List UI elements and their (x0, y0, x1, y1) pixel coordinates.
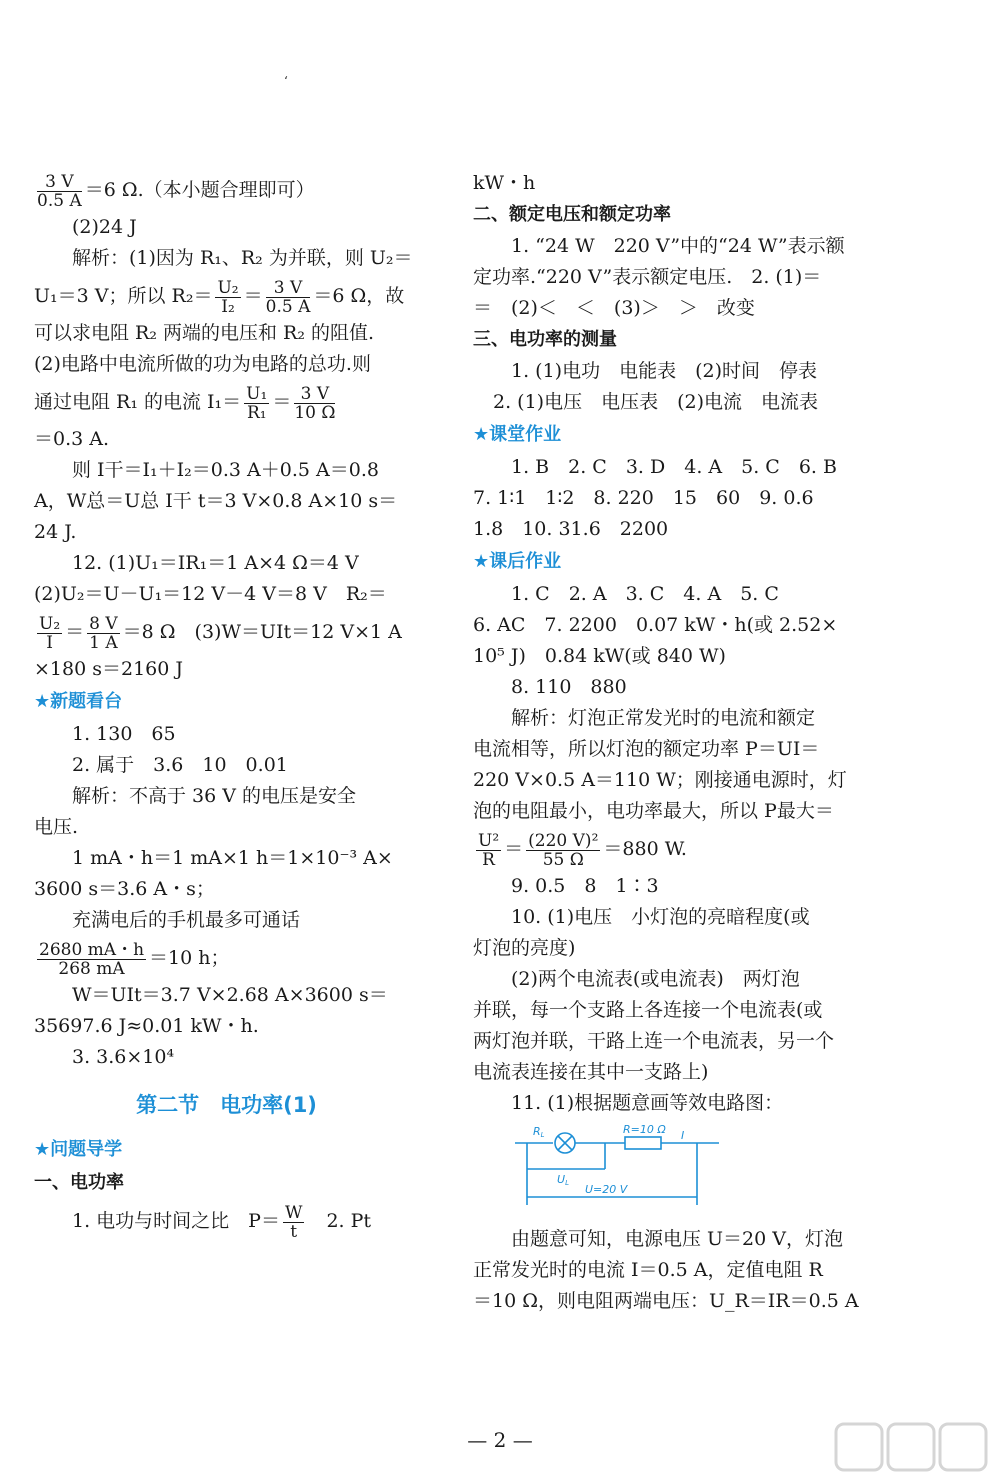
answer-line: (2)电路中电流所做的功为电路的总功.则 (34, 353, 371, 375)
circuit-diagram (513, 1125, 723, 1211)
answer-line: 7. 1∶1 1∶2 8. 220 15 60 9. 0.6 (473, 487, 814, 509)
answer-line: $\frac{2680 mA・h}{268 mA}$ ＝10 h； (39, 939, 230, 979)
answer-line: $\frac{3 V}{0.5 A}$ ＝6 Ω.（本小题合理即可） (37, 171, 315, 211)
svg-text:U=20 V: U=20 V (585, 1183, 628, 1196)
answer-line: 1 mA・h＝1 mA×1 h＝1×10⁻³ A× (72, 847, 393, 869)
answer-line: 电压. (34, 816, 79, 838)
answer-line: 11. (1)根据题意画等效电路图： (511, 1092, 784, 1114)
answer-line: 10. (1)电压 小灯泡的亮暗程度(或 (511, 906, 810, 928)
answer-line: A，W总＝U总 I干 t＝3 V×0.8 A×10 s＝ (34, 490, 398, 512)
svg-text:R=10 Ω: R=10 Ω (623, 1125, 666, 1136)
answer-line: 1. “24 W 220 V”中的“24 W”表示额 (511, 235, 845, 257)
svg-text:I: I (681, 1129, 685, 1142)
answer-line: (2)24 J (72, 216, 137, 238)
answer-line: ＝10 Ω，则电阻两端电压：U_R＝IR＝0.5 A (473, 1290, 859, 1312)
answer-line: 电流相等，所以灯泡的额定功率 P＝UI＝ (473, 738, 820, 760)
answer-line: 定功率.“220 V”表示额定电压. 2. (1)＝ (473, 266, 822, 288)
answer-line: 解析：不高于 36 V 的电压是安全 (72, 785, 357, 807)
subsection-heading: 二、额定电压和额定功率 (473, 204, 671, 225)
answer-line: 泡的电阻最小，电功率最大，所以 P最大＝ (473, 800, 834, 822)
answer-line: 6. AC 7. 2200 0.07 kW・h(或 2.52× (473, 614, 838, 636)
answer-line: 解析：灯泡正常发光时的电流和额定 (511, 707, 816, 729)
answer-line: 解析：(1)因为 R₁、R₂ 为并联，则 U₂＝ (72, 247, 413, 269)
answer-line: 12. (1)U₁＝IR₁＝1 A×4 Ω＝4 V (72, 552, 359, 574)
answer-line: 220 V×0.5 A＝110 W；刚接通电源时，灯 (473, 769, 847, 791)
answer-line: ＝0.3 A. (34, 428, 110, 450)
section-heading-class: ★课堂作业 (473, 424, 562, 445)
page-number: — 2 — (467, 1428, 533, 1452)
answer-line: 35697.6 J≈0.01 kW・h. (34, 1015, 259, 1037)
answer-line: 10⁵ J) 0.84 kW(或 840 W) (473, 645, 726, 667)
answer-line: W＝UIt＝3.7 V×2.68 A×3600 s＝ (72, 984, 388, 1006)
answer-line: $\frac{\text{U²}}{R}$ ＝ $\frac{\text{(220 V)²}}{55 \Omega}$ ＝880 W. (478, 830, 687, 870)
answer-line: 1. 电功与时间之比 P＝ $\frac{W}{t}$ 2. Pt (72, 1202, 372, 1242)
answer-line: 电流表连接在其中一支路上) (473, 1061, 709, 1083)
answer-line: 并联，每一个支路上各连接一个电流表(或 (473, 999, 823, 1021)
subsection-heading: 一、电功率 (34, 1172, 124, 1193)
answer-line: (2)U₂＝U－U₁＝12 V－4 V＝8 V R₂＝ (34, 583, 387, 605)
answer-line: 3. 3.6×10⁴ (72, 1046, 175, 1068)
answer-line: 8. 110 880 (511, 676, 627, 698)
answer-line: 1. 130 65 (72, 723, 176, 745)
answer-line: 正常发光时的电流 I＝0.5 A，定值电阻 R (473, 1259, 823, 1281)
answer-line: 则 I干＝I₁＋I₂＝0.3 A＋0.5 A＝0.8 (72, 459, 379, 481)
answer-line: 1. B 2. C 3. D 4. A 5. C 6. B (511, 456, 837, 478)
answer-line: 2. 属于 3.6 10 0.01 (72, 754, 288, 776)
answer-line: 通过电阻 R₁ 的电流 I₁＝ $\frac{\text{U₁}}{\text{R₁}}$ ＝ $\frac{3 V}{10 \Omega}$ (34, 383, 336, 423)
right-column (473, 168, 858, 1317)
answer-line: ＝ (2)＜ ＜ (3)＞ ＞ 改变 (473, 297, 755, 319)
answer-line: 可以求电阻 R₂ 两端的电压和 R₂ 的阻值. (34, 322, 375, 344)
watermark-logo (832, 1420, 992, 1474)
subsection-heading: 三、电功率的测量 (473, 329, 617, 350)
svg-text:UL: UL (557, 1173, 569, 1187)
section-heading-after: ★课后作业 (473, 551, 562, 572)
left-column (34, 168, 419, 1243)
fraction: $\frac{3 V}{0.5 A}$ (37, 171, 82, 211)
answer-line: 由题意可知，电源电压 U＝20 V，灯泡 (511, 1228, 843, 1250)
answer-line: U₁＝3 V；所以 R₂＝ $\frac{\text{U₂}}{\text{I₂}}$ ＝ $\frac{3 V}{0.5 A}$ ＝6 Ω，故 (34, 277, 405, 317)
answer-line: 充满电后的手机最多可通话 (72, 909, 301, 931)
answer-line: 24 J. (34, 521, 77, 543)
answer-line: 两灯泡并联，干路上连一个电流表，另一个 (473, 1030, 835, 1052)
answer-line: 1. (1)电功 电能表 (2)时间 停表 (511, 360, 817, 382)
answer-line: kW・h (473, 172, 536, 194)
answer-line: 3600 s＝3.6 A・s； (34, 878, 215, 900)
svg-text:RL: RL (533, 1125, 545, 1139)
answer-line: $\frac{\text{U₂}}{I}$ ＝ $\frac{8 V}{1 A}$ ＝8 Ω (3)W＝UIt＝12 V×1 A (39, 613, 402, 653)
answer-line: 9. 0.5 8 1∶3 (511, 875, 659, 897)
answer-line: 1. C 2. A 3. C 4. A 5. C (511, 583, 779, 605)
answer-line: 2. (1)电压 电压表 (2)电流 电流表 (493, 391, 818, 413)
section-title: 第二节 电功率(1) (136, 1093, 317, 1117)
answer-line: (2)两个电流表(或电流表) 两灯泡 (511, 968, 800, 990)
section-heading-new: ★新题看台 (34, 691, 123, 712)
page-mark: ‘ (284, 74, 288, 88)
answer-line: 1.8 10. 31.6 2200 (473, 518, 669, 540)
answer-line: ×180 s＝2160 J (34, 658, 183, 680)
section-heading-guide: ★问题导学 (34, 1139, 123, 1160)
answer-line: 灯泡的亮度) (473, 937, 576, 959)
